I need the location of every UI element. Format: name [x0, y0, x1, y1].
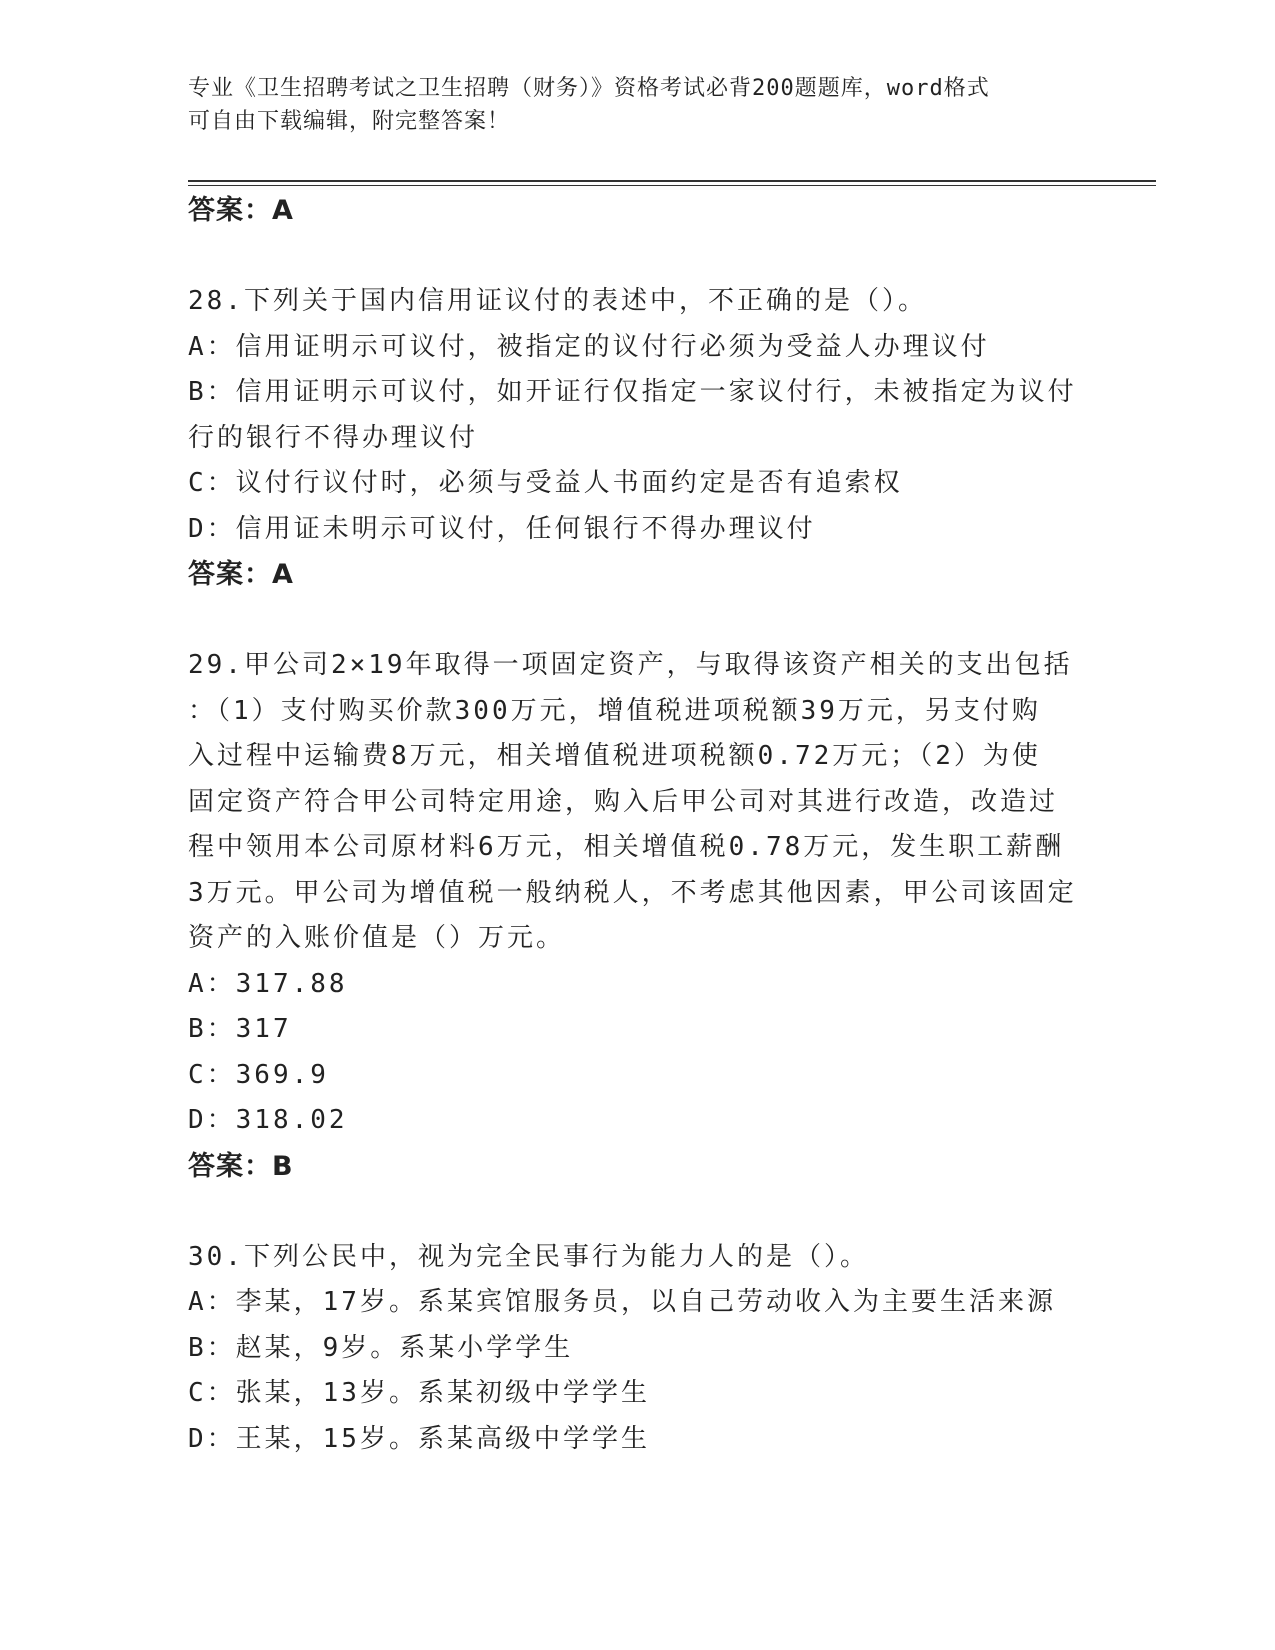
question-30-option-d: D：王某，15岁。系某高级中学学生	[188, 1423, 650, 1454]
answer-28: 答案：A	[188, 559, 294, 590]
question-30-option-c: C：张某，13岁。系某初级中学学生	[188, 1378, 650, 1408]
answer-27: 答案：A	[188, 195, 294, 226]
question-30-option-b: B：赵某，9岁。系某小学学生	[188, 1332, 574, 1363]
header-line-2: 可自由下载编辑，附完整答案！	[188, 109, 511, 134]
question-29-option-d: D：318.02	[188, 1105, 348, 1135]
question-29-stem-line5: 程中领用本公司原材料6万元，相关增值税0.78万元，发生职工薪酬	[188, 832, 1065, 862]
document-header	[188, 72, 1088, 138]
question-29-stem-line2: ：（1）支付购买价款300万元，增值税进项税额39万元，另支付购	[188, 695, 1041, 726]
question-30-stem: 30.下列公民中，视为完全民事行为能力人的是（）。	[188, 1241, 869, 1272]
question-28-option-c: C：议付行议付时，必须与受益人书面约定是否有追索权	[188, 468, 903, 498]
question-29-stem-line7: 资产的入账价值是（）万元。	[188, 923, 566, 953]
header-line-1: 专业《卫生招聘考试之卫生招聘（财务）》资格考试必背200题题库，word格式	[188, 76, 990, 101]
question-29-option-a: A：317.88	[188, 968, 348, 999]
question-29-stem-line6: 3万元。甲公司为增值税一般纳税人，不考虑其他因素，甲公司该固定	[188, 877, 1077, 908]
question-28	[188, 279, 1088, 598]
question-28-option-a: A：信用证明示可议付，被指定的议付行必须为受益人办理议付	[188, 331, 990, 362]
question-29-stem-line1: 29.甲公司2×19年取得一项固定资产，与取得该资产相关的支出包括	[188, 650, 1073, 680]
question-28-option-d: D：信用证未明示可议付，任何银行不得办理议付	[188, 513, 816, 544]
question-list	[188, 188, 1088, 1462]
question-28-option-b-line2: 行的银行不得办理议付	[188, 422, 479, 453]
question-29-stem-line4: 固定资产符合甲公司特定用途，购入后甲公司对其进行改造，改造过	[188, 786, 1059, 817]
question-29	[188, 643, 1088, 1189]
answer-29: 答案：B	[188, 1150, 294, 1182]
header-rule-thick	[188, 180, 1156, 182]
header-rule-thin	[188, 185, 1156, 186]
question-29-option-b: B：317	[188, 1014, 292, 1044]
question-28-option-b-line1: B：信用证明示可议付，如开证行仅指定一家议付行，未被指定为议付	[188, 377, 1077, 407]
question-30-option-a: A：李某，17岁。系某宾馆服务员，以自己劳动收入为主要生活来源	[188, 1287, 1056, 1317]
question-28-stem: 28.下列关于国内信用证议付的表述中，不正确的是（）。	[188, 286, 927, 316]
question-30	[188, 1235, 1088, 1463]
question-29-option-c: C：369.9	[188, 1059, 329, 1090]
question-29-stem-line3: 入过程中运输费8万元，相关增值税进项税额0.72万元；（2）为使	[188, 741, 1041, 771]
